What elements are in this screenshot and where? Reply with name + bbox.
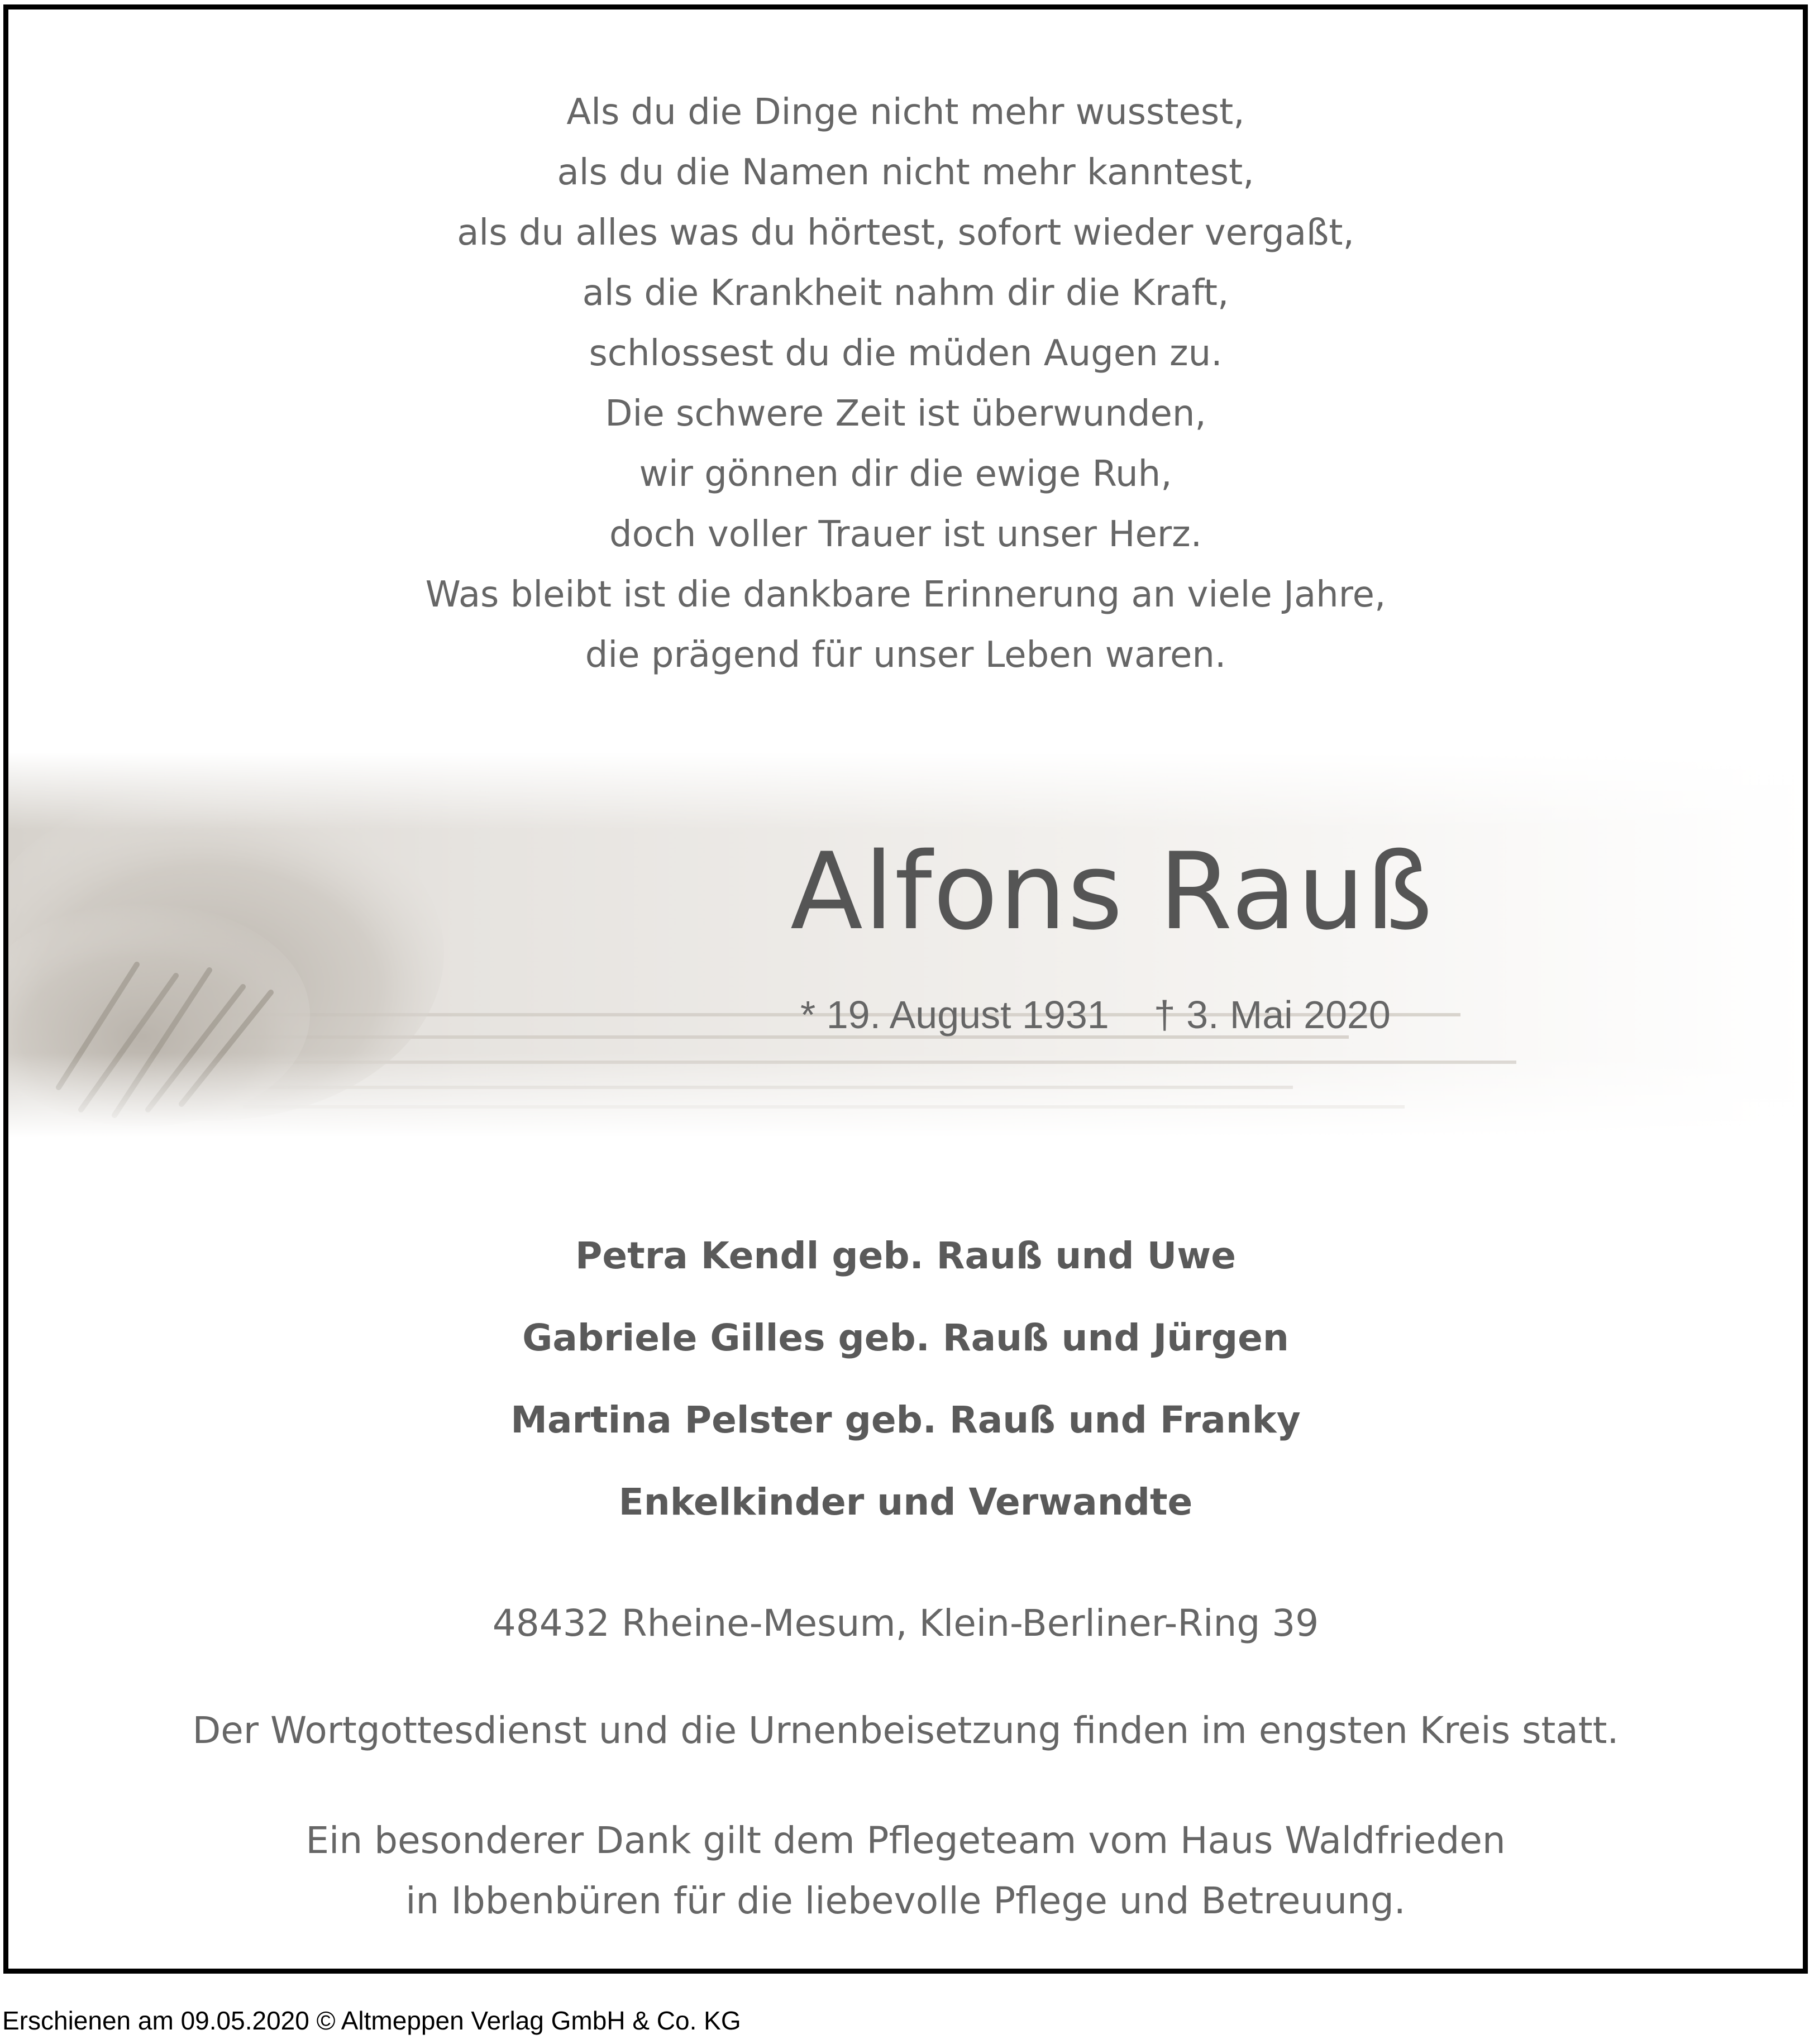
service-note: Der Wortgottesdienst und die Urnenbeisetzung finden im engsten Kreis statt. [192, 1709, 1619, 1752]
mourner-line: Petra Kendl geb. Rauß und Uwe [575, 1234, 1236, 1277]
thanks-line: in Ibbenbüren für die liebevolle Pflege und Betreuung. [405, 1879, 1406, 1922]
mourners-list [8, 1215, 1803, 1543]
poem-line: Als du die Dinge nicht mehr wusstest, [566, 92, 1245, 133]
poem-line: wir gönnen dir die ewige Ruh, [639, 453, 1172, 495]
mourner-line: Martina Pelster geb. Rauß und Franky [510, 1398, 1301, 1441]
poem-line: als du die Namen nicht mehr kanntest, [557, 152, 1254, 193]
publication-footer: Erschienen am 09.05.2020 © Altmeppen Verlag GmbH & Co. KG [2, 2006, 741, 2035]
thanks-note [8, 1811, 1803, 1931]
poem-line: die prägend für unser Leben waren. [585, 634, 1226, 676]
memorial-poem [8, 82, 1803, 685]
family-address: 48432 Rheine-Mesum, Klein-Berliner-Ring 39 [492, 1602, 1319, 1645]
poem-line: Was bleibt ist die dankbare Erinnerung an viele Jahre, [425, 574, 1386, 615]
birth-date: * 19. August 1931 [800, 993, 1109, 1037]
poem-line: Die schwere Zeit ist überwunden, [605, 393, 1206, 434]
thanks-line: Ein besonderer Dank gilt dem Pflegeteam vom Haus Waldfrieden [305, 1819, 1506, 1862]
death-date: † 3. Mai 2020 [1153, 993, 1391, 1037]
poem-line: schlossest du die müden Augen zu. [589, 333, 1223, 374]
mourner-line: Gabriele Gilles geb. Rauß und Jürgen [522, 1316, 1289, 1359]
poem-line: doch voller Trauer ist unser Herz. [609, 514, 1202, 555]
obituary-notice [3, 4, 1808, 1974]
poem-line: als du alles was du hörtest, sofort wieder vergaßt, [457, 212, 1354, 254]
mourner-line: Enkelkinder und Verwandte [618, 1481, 1193, 1524]
poem-line: als die Krankheit nahm dir die Kraft, [582, 273, 1229, 314]
deceased-name: Alfons Rauß [790, 830, 1434, 953]
life-dates [800, 990, 1391, 1040]
